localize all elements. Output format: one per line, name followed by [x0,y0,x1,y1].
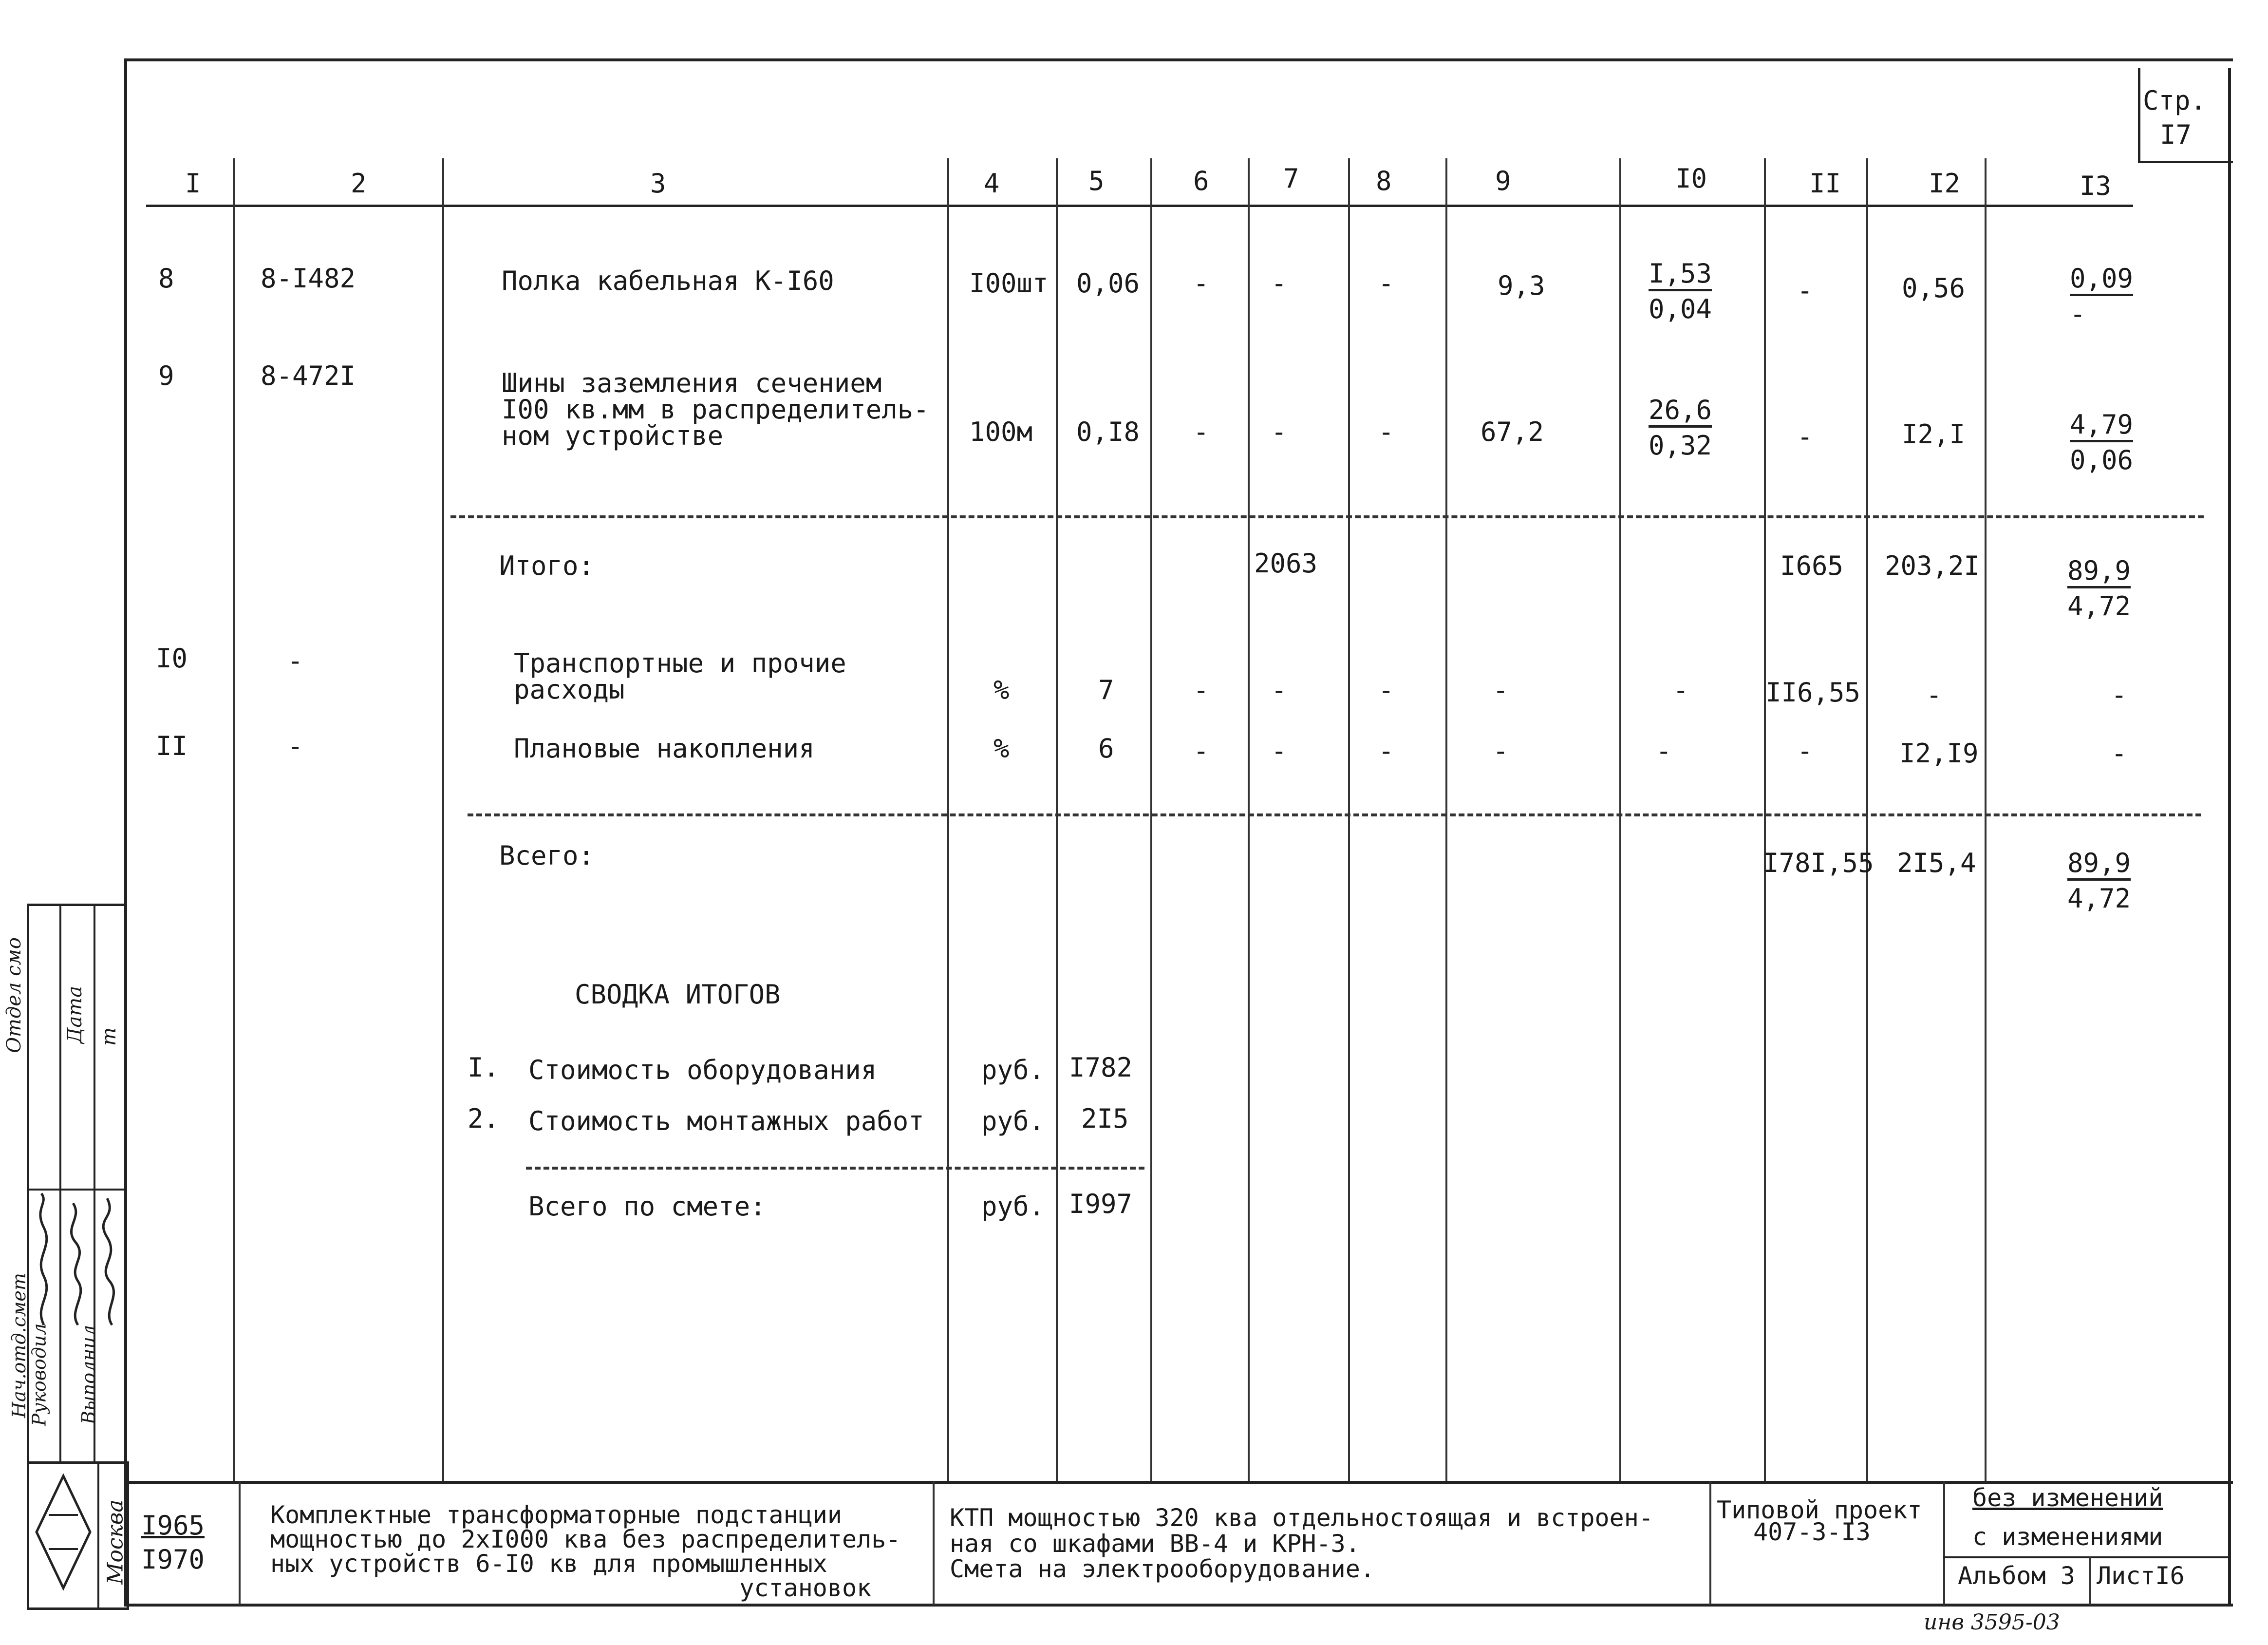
org-logo [32,1466,95,1598]
row-qty: 7 [1098,675,1114,705]
subtotal-c11: I665 [1780,550,1844,581]
summary-item-number: I. [468,1052,500,1083]
row-number: 9 [158,360,174,391]
summary-item-unit: руб. [981,1106,1045,1136]
row-c8: - [1378,675,1394,705]
column-header: I2 [1929,168,1961,199]
project-series-description: Комплектные трансформаторные подстанции мощностью до 2хI000 ква без распределитель- ных устройств 6-I0 кв для промышленных установок [270,1501,901,1602]
total-c11: I78I,55 [1763,848,1874,878]
total-label: Всего: [499,840,595,871]
row-qty: 6 [1098,733,1114,764]
column-header: 7 [1283,163,1299,194]
subtotal-label: Итого: [499,550,595,581]
row-c9: 67,2 [1481,416,1544,447]
row-c10: - [1673,675,1689,705]
summary-item-value: 2I5 [1081,1103,1129,1134]
column-header: II [1809,168,1841,199]
row-c12: I2,I [1902,419,1966,450]
sheet-label: ЛистI6 [2097,1562,2185,1590]
row-c10: $\frac{I,53}{0,04}$ [1649,258,1712,324]
row-c7: - [1271,736,1287,766]
row-c13: - [2111,738,2127,769]
row-c10: $\frac{26,6}{0,32}$ [1649,395,1712,461]
row-c13: $\frac{4,79}{0,06}$ [2070,409,2134,475]
row-code: 8-472I [261,360,356,391]
with-changes-label: с изменениями [1972,1523,2163,1551]
summary-item-label: Стоимость монтажных работ [528,1106,924,1136]
row-qty: 0,I8 [1076,416,1140,447]
typical-project-label: Типовой проект [1717,1496,1922,1524]
subtotal-c12: 203,2I [1885,550,1980,581]
row-c6: - [1193,675,1209,705]
row-c8: - [1378,268,1394,299]
row-unit: 100м [969,416,1033,447]
stamp-label: m [97,1027,120,1046]
row-c10: - [1656,736,1672,766]
row-code: 8-I482 [261,263,356,294]
column-header: 5 [1088,166,1105,196]
column-header: 4 [984,168,1000,199]
row-c8: - [1378,736,1394,766]
album-label: Альбом 3 [1958,1562,2075,1590]
row-c11: II6,55 [1765,677,1861,708]
page-number: I7 [2160,119,2192,150]
row-c9: - [1493,736,1509,766]
column-header: 9 [1495,166,1511,196]
row-qty: 0,06 [1076,268,1140,299]
row-c6: - [1193,416,1209,447]
summary-total-unit: руб. [981,1191,1045,1222]
subtotal-c13: $\frac{89,9}{4,72}$ [2067,555,2131,622]
summary-total-value: I997 [1069,1189,1133,1219]
row-number: II [156,731,188,761]
row-c7: - [1271,416,1287,447]
row-c11: - [1797,736,1813,766]
row-description: Плановые накопления [514,733,815,764]
row-c9: 9,3 [1498,270,1545,301]
stamp-label: Выполнил [78,1324,100,1425]
summary-item-value: I782 [1069,1052,1133,1083]
summary-item-number: 2. [468,1103,500,1134]
row-c9: - [1493,675,1509,705]
row-description: Транспортные и прочие расходы [514,648,846,705]
row-c6: - [1193,268,1209,299]
dashed-divider [526,1167,1144,1170]
row-description: Полка кабельная К-I60 [502,265,834,296]
org-city: Москва [103,1499,128,1585]
dashed-divider [468,813,2201,816]
total-c13: $\frac{89,9}{4,72}$ [2067,848,2131,914]
project-description: КТП мощностью 320 ква отдельностоящая и встроен- ная со шкафами ВВ-4 и КРН-3. Смета на электрооборудование. [950,1504,1653,1583]
page-label: Стр. [2143,85,2207,116]
row-c12: I2,I9 [1899,738,1979,769]
row-c7: - [1271,268,1287,299]
summary-title: СВОДКА ИТОГОВ [575,979,781,1010]
row-c11: - [1797,275,1813,306]
column-header: I0 [1675,163,1707,194]
stamp-label: Нач.отд.смет [8,1273,30,1418]
stamp-label: Руководил [28,1323,50,1426]
row-c11: - [1797,421,1813,452]
year-start: I965 [141,1510,205,1541]
row-unit: I00шт [969,268,1049,299]
total-c12: 2I5,4 [1897,848,1976,878]
row-c13: - [2111,680,2127,710]
typical-project-number: 407-3-I3 [1753,1518,1871,1546]
row-c12: - [1926,680,1942,710]
column-header: I [185,168,201,199]
row-c8: - [1378,416,1394,447]
row-unit: % [993,733,1010,764]
row-c12: 0,56 [1902,273,1966,303]
row-number: 8 [158,263,174,294]
row-description: Шины заземления сечением I00 кв.мм в распределитель- ном устройстве [502,368,929,451]
stamp-label: Дата [64,985,87,1044]
no-changes-label: без изменений [1972,1484,2163,1512]
column-header: 3 [650,168,666,199]
row-c13: 0,09 - [2070,263,2134,329]
column-header: 2 [351,168,367,199]
row-number: I0 [156,643,188,674]
summary-item-unit: руб. [981,1055,1045,1085]
row-code: - [287,731,303,761]
year-end: I970 [141,1544,205,1575]
row-unit: % [993,675,1010,705]
row-code: - [287,645,303,676]
inventory-number: инв 3595-03 [1924,1610,2060,1635]
dashed-divider [450,515,2204,518]
signatures [29,1189,127,1335]
summary-item-label: Стоимость оборудования [528,1055,877,1085]
row-c7: - [1271,675,1287,705]
subtotal-c7: 2063 [1254,548,1318,579]
column-header: 8 [1376,166,1392,196]
column-header: 6 [1193,166,1209,196]
summary-total-label: Всего по смете: [528,1191,766,1222]
row-c6: - [1193,736,1209,766]
column-header: I3 [2080,170,2112,201]
stamp-label: Отдел смо [2,937,25,1053]
